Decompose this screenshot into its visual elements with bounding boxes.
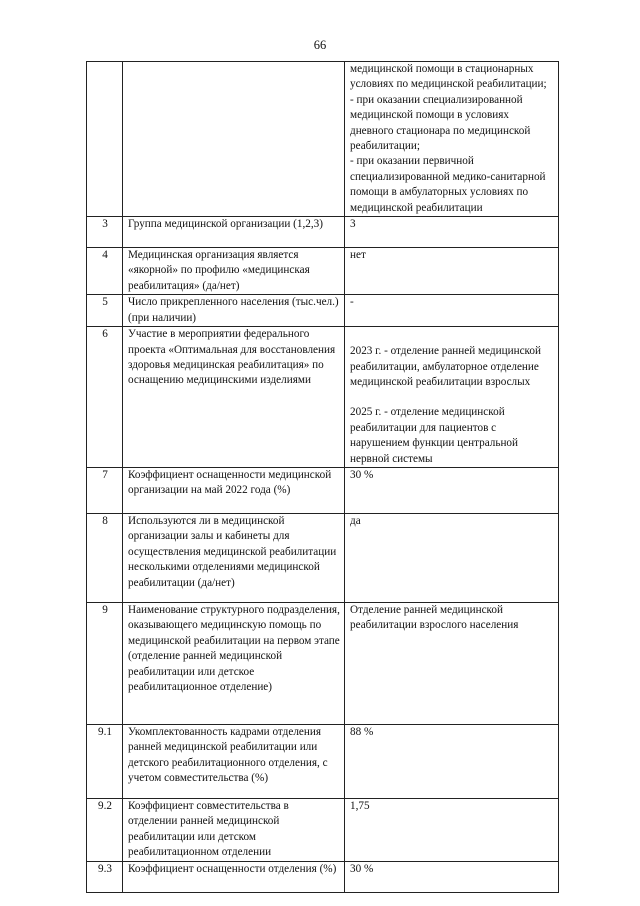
row-value: [345, 217, 559, 248]
value-paragraph: - при оказании специализированной медицинской помощи в условиях дневного стационара по медицинской реабилитации;: [350, 93, 531, 153]
table-row: [87, 798, 559, 861]
value-paragraph: 30 %: [350, 862, 374, 875]
row-number: 5: [87, 295, 123, 327]
row-value: [345, 467, 559, 513]
row-number: [87, 62, 123, 217]
page-number: 66: [313, 38, 327, 52]
row-number: 3: [87, 217, 123, 248]
row-number: 6: [87, 327, 123, 468]
table-row: [87, 467, 559, 513]
row-parameter: Коэффициент оснащенности медицинской организации на май 2022 года (%): [123, 467, 345, 513]
value-paragraph: да: [350, 514, 361, 527]
row-parameter: Участие в мероприятии федерального проекта «Оптимальная для восстановления здоровья медицинская реабилитация» по оснащению медицинскими изделиями: [123, 327, 345, 468]
value-paragraph: 3: [350, 218, 356, 231]
row-number: 8: [87, 513, 123, 602]
table-row: [87, 327, 559, 468]
row-parameter: Число прикрепленного населения (тыс.чел.) (при наличии): [123, 295, 345, 327]
table-row: [87, 513, 559, 602]
row-value: [345, 295, 559, 327]
value-paragraph: медицинской помощи в стационарных условиях по медицинской реабилитации;: [350, 63, 547, 91]
value-paragraph: 2025 г. - отделение медицинской реабилитации для пациентов с нарушением функции центральной нервной системы: [350, 406, 519, 465]
row-number: 7: [87, 467, 123, 513]
value-paragraph: 30 %: [350, 468, 374, 481]
row-number: 9.2: [87, 798, 123, 861]
row-value: [345, 513, 559, 602]
table-row: [87, 217, 559, 248]
table-row: [87, 861, 559, 892]
row-parameter: Коэффициент совместительства в отделении ранней медицинской реабилитации или детском реабилитационном отделении: [123, 798, 345, 861]
row-parameter: Наименование структурного подразделения, оказывающего медицинскую помощь по медицинской реабилитации на первом этапе (отделение ранней медицинской реабилитации или детское реабилитационное отделение): [123, 602, 345, 724]
row-parameter: Коэффициент оснащенности отделения (%): [123, 861, 345, 892]
row-number: 4: [87, 248, 123, 295]
value-paragraph: Отделение ранней медицинской реабилитации взрослого населения: [350, 603, 519, 632]
row-parameter: Группа медицинской организации (1,2,3): [123, 217, 345, 248]
table-row: [87, 295, 559, 327]
row-number: 9.1: [87, 724, 123, 798]
value-paragraph: 88 %: [350, 725, 374, 738]
document-table: [86, 61, 559, 893]
row-value: [345, 602, 559, 724]
row-parameter: [123, 62, 345, 217]
row-value: [345, 798, 559, 861]
row-number: 9.3: [87, 861, 123, 892]
row-value: [345, 248, 559, 295]
row-parameter: Используются ли в медицинской организации залы и кабинеты для осуществления медицинской реабилитации несколькими отделениями медицинской реабилитации (да/нет): [123, 513, 345, 602]
value-paragraph: 1,75: [350, 799, 370, 812]
row-value: [345, 724, 559, 798]
table-row: [87, 724, 559, 798]
table-row: [87, 62, 559, 217]
row-number: 9: [87, 602, 123, 724]
table-row: [87, 602, 559, 724]
value-paragraph: нет: [350, 249, 366, 262]
row-value: [345, 327, 559, 468]
value-paragraph: -: [350, 296, 354, 309]
row-value: [345, 62, 559, 217]
table-row: [87, 248, 559, 295]
row-parameter: Укомплектованность кадрами отделения ранней медицинской реабилитации или детского реабилитационного отделения, с учетом совместительства (%): [123, 724, 345, 798]
value-paragraph: 2023 г. - отделение ранней медицинской реабилитации, амбулаторное отделение медицинской реабилитации взрослых: [350, 345, 541, 388]
row-parameter: Медицинская организация является «якорной» по профилю «медицинская реабилитация» (да/нет): [123, 248, 345, 295]
value-paragraph: - при оказании первичной специализированной медико-санитарной помощи в амбулаторных условиях по медицинской реабилитации: [350, 155, 546, 214]
row-value: [345, 861, 559, 892]
